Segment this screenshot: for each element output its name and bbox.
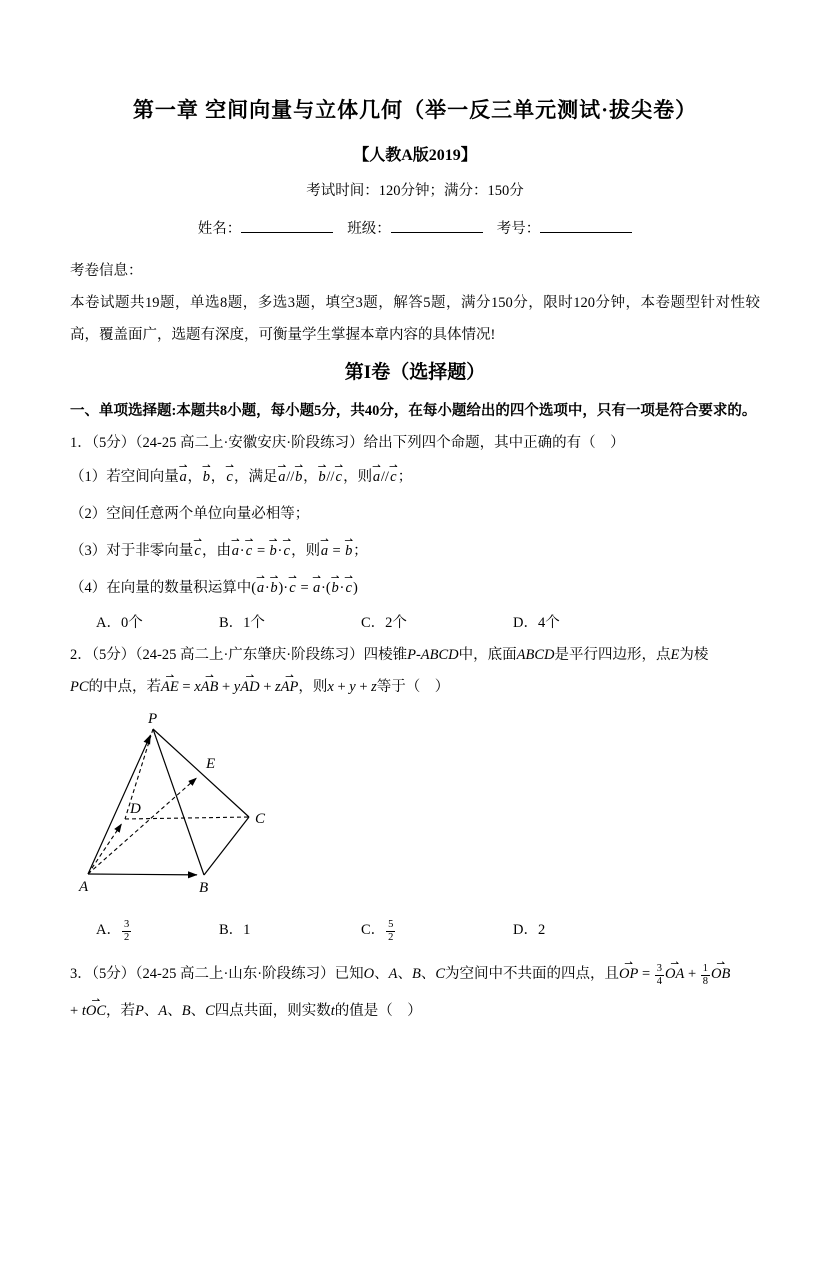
name-blank <box>241 217 333 233</box>
vertex-label-A: A <box>79 879 89 895</box>
q2-option-a: A． $\frac{3}{2}$ <box>96 918 130 943</box>
exam-info-body: 本卷试题共19题，单选8题，多选3题，填空3题，解答5题，满分150分，限时120分钟，本卷题型针对性较高，覆盖面广，选题有深度，可衡量学生掌握本章内容的具体情况! <box>70 295 760 343</box>
q3-stem-line-2: + t⇀ OC，若P、A、B、C四点共面，则实数t的值是（ ） <box>70 993 760 1030</box>
q2-options-row <box>70 912 760 948</box>
vertex-label-P: P <box>148 711 158 727</box>
q2-option-c: C． $\frac{5}{2}$ <box>361 918 394 943</box>
edge-PB <box>153 729 204 875</box>
q1-stem: 1．（5分）（24-25 高二上·安徽安庆·阶段练习）给出下列四个命题，其中正确的有（ ） <box>70 435 625 451</box>
class-blank <box>391 217 483 233</box>
vertex-label-B: B <box>199 880 209 896</box>
exam-no-label: 考号： <box>496 221 541 237</box>
exam-no-blank <box>540 217 632 233</box>
q1-item-1: （1）若空间向量⇀ a，⇀ b，⇀ c，满足⇀ a//⇀ b，⇀ b//⇀ c，则⇀ a//⇀ c； <box>70 459 760 496</box>
volume-title: 第I卷（选择题） <box>344 362 486 383</box>
exam-time-line: 考试时间：120分钟；满分：150分 <box>306 183 524 199</box>
q1-item-3: （3）对于非零向量⇀ c，由⇀ a·⇀ c = ⇀ b·⇀ c，则⇀ a = ⇀ b； <box>70 533 760 570</box>
question-1 <box>70 427 760 639</box>
edge-AE-dashed-arrow <box>88 778 197 874</box>
q1-option-d: D．4个 <box>513 615 560 631</box>
q3-stem-line-1: 3．（5分）（24-25 高二上·山东·阶段练习）已知O、A、B、C为空间中不共面的四点，且⇀ OP = $\frac{3}{4}$ ⇀ OA + $\frac{1}{8}$ ⇀ OB <box>70 956 760 993</box>
q1-option-b: B．1个 <box>219 615 265 631</box>
edition-line: 【人教A版2019】 <box>353 147 477 164</box>
student-info-row <box>70 217 760 241</box>
vertex-label-D: D <box>130 801 141 817</box>
vertex-label-E: E <box>206 756 216 772</box>
q2-figure <box>78 707 760 910</box>
question-3 <box>70 956 760 1030</box>
q2-stem-line-1: 2．（5分）（24-25 高二上·广东肇庆·阶段练习）四棱锥P-ABCD中，底面ABCD是平行四边形，点E为棱 <box>70 647 709 663</box>
question-2 <box>70 639 760 948</box>
name-label: 姓名： <box>197 221 242 237</box>
q1-item-4: （4）在向量的数量积运算中(⇀ a·⇀ b)·⇀ c = ⇀ a·(⇀ b·⇀ c) <box>70 570 760 607</box>
q2-option-b: B．1 <box>219 922 251 938</box>
edge-AB-arrow <box>88 874 197 875</box>
vertex-label-C: C <box>255 811 266 827</box>
document-page <box>0 97 827 1030</box>
page-title: 第一章 空间向量与立体几何（举一反三单元测试·拔尖卷） <box>132 98 698 122</box>
q1-option-a: A．0个 <box>96 615 143 631</box>
q2-stem-line-2: PC的中点，若⇀ AE = x⇀ AB + y⇀ AD + z⇀ AP，则x + y + z等于（ ） <box>70 671 760 703</box>
edge-BC <box>204 817 249 875</box>
section-1-header: 一、单项选择题:本题共8小题，每小题5分，共40分，在每小题给出的四个选项中，只有一项是符合要求的。 <box>70 403 757 419</box>
edge-AP-arrow <box>88 735 151 874</box>
q1-options-row <box>70 607 760 639</box>
pyramid-figure-svg <box>78 707 288 905</box>
exam-info-heading: 考卷信息： <box>70 263 143 279</box>
edge-DC-dashed <box>125 817 249 819</box>
class-label: 班级： <box>347 221 391 237</box>
q1-item-2: （2）空间任意两个单位向量必相等； <box>70 506 310 522</box>
q2-option-d: D．2 <box>513 922 546 938</box>
q1-option-c: C．2个 <box>361 615 407 631</box>
